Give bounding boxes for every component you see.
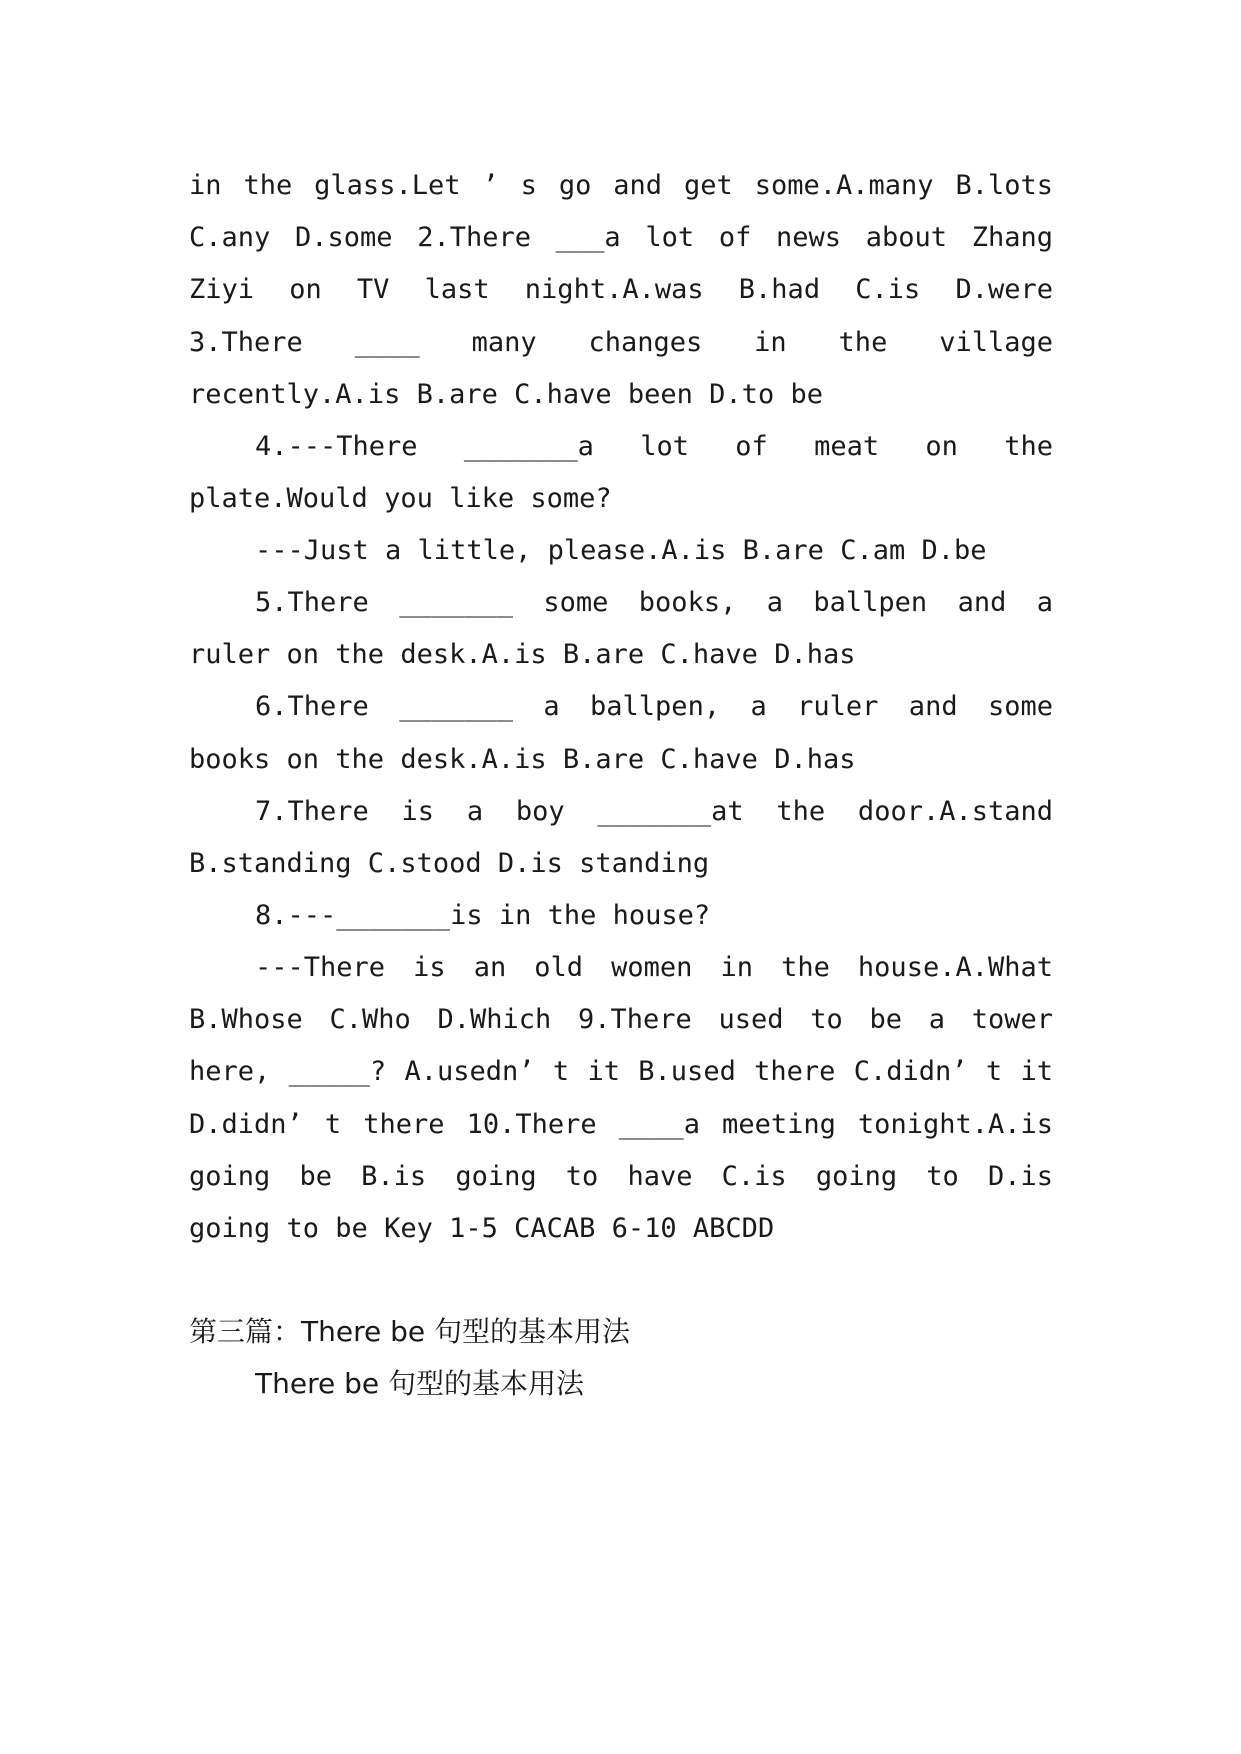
text-line: recently.A.is B.are C.have been D.to be [189,379,823,410]
text-line: going to be Key 1-5 CACAB 6-10 ABCDD [189,1213,775,1244]
text-line: going be B.is going to have C.is going to D.is [189,1161,1053,1192]
text-line: 5.There _______ some books, a ballpen and a [255,587,1053,618]
text-line: C.any D.some 2.There ___a lot of news about Zhang [189,222,1053,253]
text-line: plate.Would you like some? [189,483,612,514]
section-heading: 第三篇：There be 句型的基本用法 [189,1315,631,1348]
text-line: ---There is an old women in the house.A.What [255,952,1053,983]
text-line: 6.There _______ a ballpen, a ruler and some [255,691,1053,722]
text-line: ---Just a little, please.A.is B.are C.am D.be [255,535,987,566]
text-line: Ziyi on TV last night.A.was B.had C.is D.were [189,274,1053,305]
text-line: 7.There is a boy _______at the door.A.stand [255,796,1053,827]
text-line: in the glass.Let ’ s go and get some.A.many B.lots [189,170,1053,201]
text-line: D.didn’ t there 10.There ____a meeting tonight.A.is [189,1109,1053,1140]
text-line: books on the desk.A.is B.are C.have D.has [189,744,856,775]
text-line: B.standing C.stood D.is standing [189,848,710,879]
text-line: B.Whose C.Who D.Which 9.There used to be a tower [189,1004,1053,1035]
text-line: ruler on the desk.A.is B.are C.have D.has [189,639,856,670]
text-line: 3.There ____ many changes in the village [189,327,1053,358]
section-subtitle: There be 句型的基本用法 [255,1367,585,1400]
text-line: 4.---There _______a lot of meat on the [255,431,1053,462]
text-line: here, _____? A.usedn’ t it B.used there C.didn’ t it [189,1056,1053,1087]
text-line: 8.---_______is in the house? [255,900,711,931]
